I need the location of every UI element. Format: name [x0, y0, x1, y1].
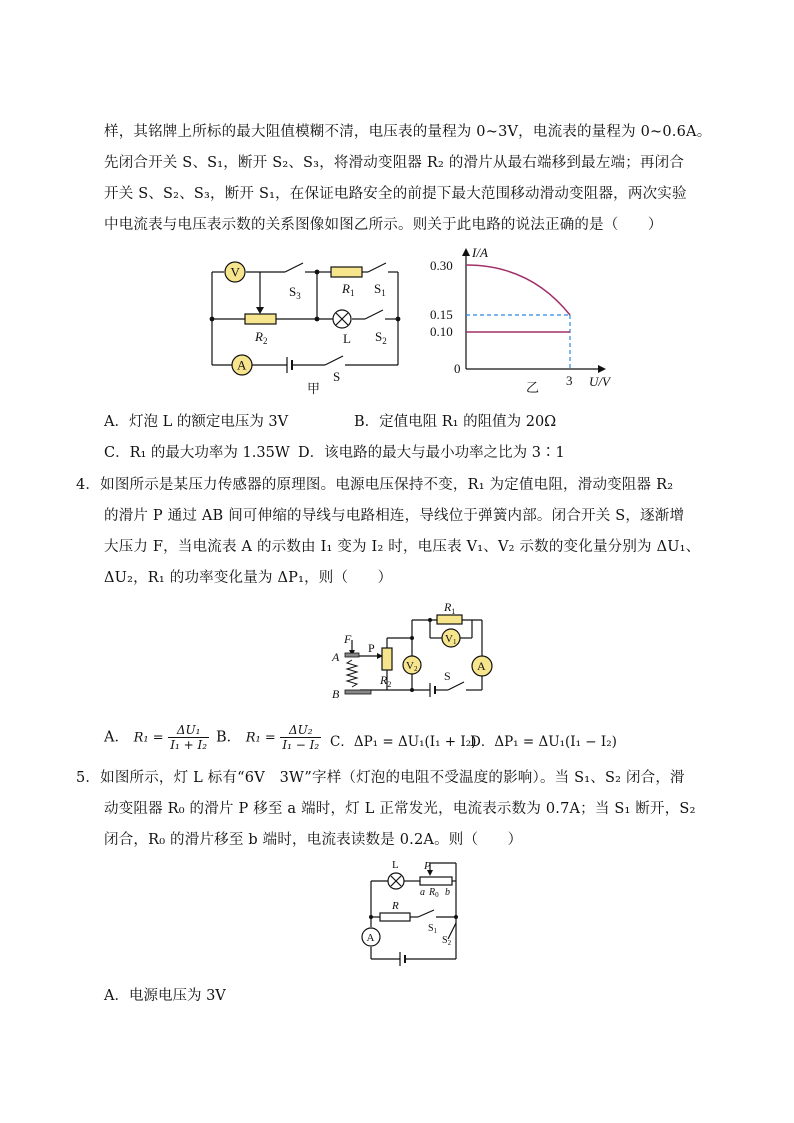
voltmeter-label: V: [230, 264, 240, 280]
q5-r-label: R: [392, 900, 399, 912]
q5-s1-label: $S_1$: [428, 923, 438, 935]
q3-option-a[interactable]: A．灯泡 L 的额定电压为 3V: [104, 414, 289, 430]
lamp-label: L: [343, 331, 351, 346]
q5-s2-label: $S_2$: [442, 935, 452, 947]
q4-ammeter-label: A: [477, 659, 486, 673]
graph-ylabel: I/A: [472, 245, 488, 260]
q5-end-b-label: b: [445, 887, 450, 898]
q4-point-b-label: B: [332, 687, 340, 701]
q3-option-c[interactable]: C．R₁ 的最大功率为 1.35W: [104, 445, 290, 461]
q4-option-b-label: B．: [216, 729, 242, 746]
q4-option-a-lhs: R₁ =: [133, 730, 164, 746]
q4-sensor-circuit: [330, 598, 500, 708]
graph-x3: 3: [566, 373, 573, 388]
q4-option-a[interactable]: [104, 723, 209, 752]
q4-force-label: F: [344, 632, 352, 646]
graph-y015: 0.15: [430, 307, 453, 322]
q4-v1-label: V1: [445, 633, 457, 646]
q3-text-line-1: 样，其铭牌上所标的最大阻值模糊不清，电压表的量程为 0~3V，电流表的量程为 0~0.6A。: [104, 124, 712, 140]
q5-text-line-2: 动变阻器 R₀ 的滑片 P 移至 a 端时，灯 L 正常发光，电流表示数为 0.7A；当 S₁ 断开，S₂: [104, 801, 696, 817]
q4-slider-p-label: P: [368, 641, 375, 655]
q4-option-a-label: A．: [104, 729, 129, 746]
figure-jia-caption: 甲: [307, 381, 321, 396]
q4-switch-label: S: [444, 669, 451, 683]
s3-label: $S_3$: [289, 284, 301, 301]
q4-v2-label: V2: [406, 660, 418, 673]
q4-text-line-3: 大压力 F，当电流表 A 的示数由 I₁ 变为 I₂ 时，电压表 V₁、V₂ 示数的变化量分别为 ΔU₁、: [104, 539, 701, 555]
q4-r1-label: $R_1$: [444, 600, 456, 616]
q3-circuit-diagram: [205, 255, 405, 395]
q4-option-b[interactable]: [216, 723, 321, 752]
q3-option-b[interactable]: B．定值电阻 R₁ 的阻值为 20Ω: [354, 414, 557, 430]
s1-label: $S_1$: [374, 281, 386, 298]
q4-option-d[interactable]: D．ΔP₁ = ΔU₁(I₁ − I₂): [470, 734, 617, 750]
r1-label: $R_1$: [342, 281, 355, 298]
q5-end-a-label: a: [420, 887, 425, 898]
q3-text-line-3: 开关 S、S₂、S₃，断开 S₁，在保证电路安全的前提下最大范围移动滑动变阻器，两次实验: [104, 186, 687, 202]
q5-circuit-diagram: [356, 857, 466, 967]
q3-iu-graph: [430, 245, 620, 395]
q4-option-b-fraction: $\frac{\text{ΔU₂}}{\text{I₁ − I₂}}$: [282, 723, 320, 752]
q5-text-line-1: 5．如图所示，灯 L 标有“6V 3W”字样（灯泡的电阻不受温度的影响）。当 S₁、S₂ 闭合，滑: [76, 770, 685, 786]
q4-point-a-label: A: [332, 650, 340, 664]
s-label: S: [333, 369, 341, 384]
q5-ammeter-label: A: [366, 932, 375, 944]
graph-xlabel: U/V: [589, 374, 610, 389]
graph-origin: 0: [454, 361, 461, 376]
q5-text-line-3: 闭合，R₀ 的滑片移至 b 端时，电流表读数是 0.2A。则（ ）: [104, 832, 523, 848]
s2-label: $S_2$: [375, 329, 387, 346]
q5-slider-p-label: P: [424, 860, 431, 872]
q5-r0-label: $R_0$: [429, 887, 439, 899]
r2-label: $R_2$: [255, 329, 268, 346]
q4-option-c[interactable]: C．ΔP₁ = ΔU₁(I₁ + I₂): [330, 734, 477, 750]
figure-yi-caption: 乙: [526, 380, 540, 395]
q4-text-line-2: 的滑片 P 通过 AB 间可伸缩的导线与电路相连，导线位于弹簧内部。闭合开关 S，逐渐增: [104, 508, 685, 524]
ammeter-label: A: [237, 357, 247, 373]
q3-text-line-4: 中电流表与电压表示数的关系图像如图乙所示。则关于此电路的说法正确的是（ ）: [104, 217, 663, 233]
q4-text-line-4: ΔU₂，R₁ 的功率变化量为 ΔP₁，则（ ）: [104, 570, 393, 586]
q5-lamp-label: L: [392, 859, 399, 871]
q3-text-line-2: 先闭合开关 S、S₁，断开 S₂、S₃，将滑动变阻器 R₂ 的滑片从最右端移到最左端；再闭合: [104, 155, 685, 171]
q5-option-a[interactable]: A．电源电压为 3V: [104, 988, 226, 1004]
q3-option-d[interactable]: D．该电路的最大与最小功率之比为 3∶1: [298, 445, 565, 461]
q4-text-line-1: 4．如图所示是某压力传感器的原理图。电源电压保持不变，R₁ 为定值电阻，滑动变阻器 R₂: [76, 477, 674, 493]
q4-option-b-lhs: R₁ =: [245, 730, 276, 746]
graph-y010: 0.10: [430, 324, 453, 339]
q4-option-a-fraction: $\frac{\text{ΔU₁}}{\text{I₁ + I₂}}$: [170, 723, 208, 752]
graph-y030: 0.30: [430, 258, 453, 273]
q4-r2-label: $R_2$: [380, 673, 392, 689]
